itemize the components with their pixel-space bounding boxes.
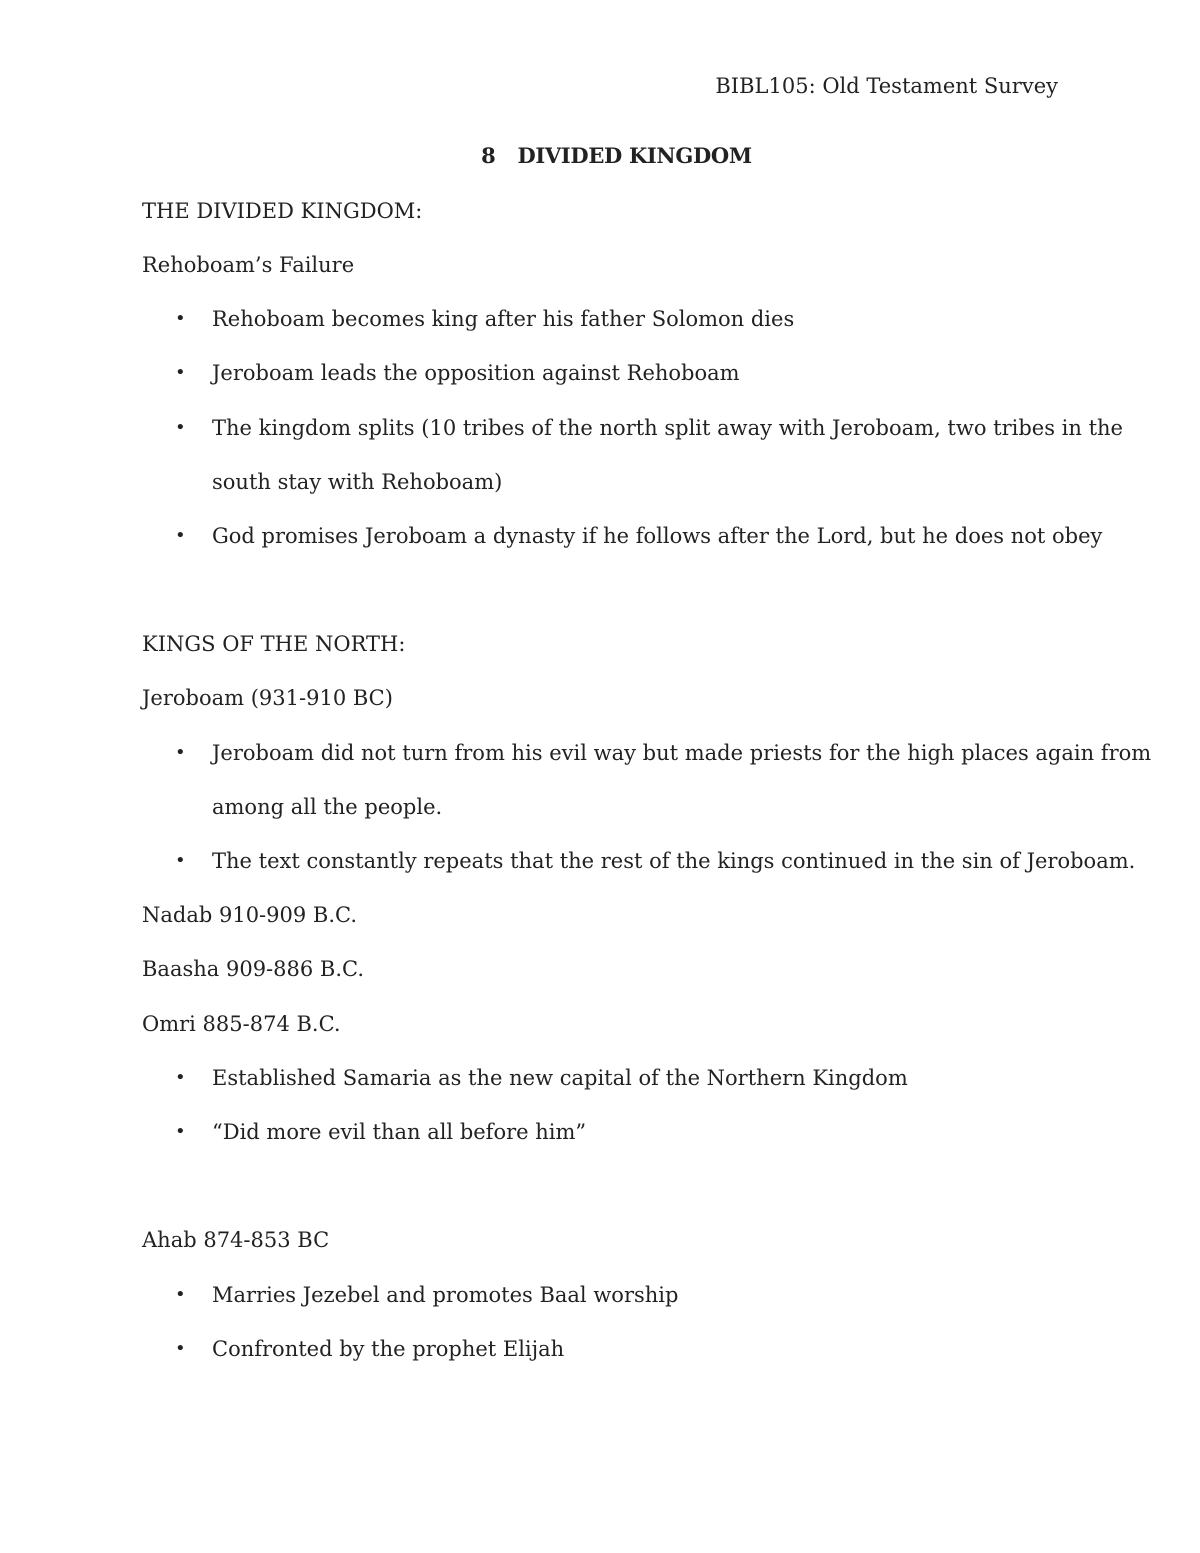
bullet-marker: • [175,1338,186,1359]
bullet-item: Marries Jezebel and promotes Baal worship [212,1283,679,1307]
bullet-item: Established Samaria as the new capital of the Northern Kingdom [212,1066,908,1090]
running-header: BIBL105: Old Testament Survey [715,74,1058,98]
bullet-marker: • [175,850,186,871]
bullet-marker: • [175,525,186,546]
king-baasha: Baasha 909-886 B.C. [142,957,365,981]
section-heading-kings-of-the-north: KINGS OF THE NORTH: [142,632,406,656]
bullet-marker: • [175,1284,186,1305]
section-heading-divided-kingdom: THE DIVIDED KINGDOM: [142,199,423,223]
bullet-item-continuation: south stay with Rehoboam) [212,470,503,494]
bullet-marker: • [175,417,186,438]
bullet-marker: • [175,742,186,763]
bullet-marker: • [175,1121,186,1142]
bullet-item: Jeroboam did not turn from his evil way but made priests for the high places again from [212,741,1152,765]
chapter-number: 8 [481,143,496,168]
bullet-marker: • [175,1067,186,1088]
king-nadab: Nadab 910-909 B.C. [142,903,358,927]
bullet-item: God promises Jeroboam a dynasty if he follows after the Lord, but he does not obey [212,524,1103,548]
bullet-item: The text constantly repeats that the rest of the kings continued in the sin of Jeroboam. [212,849,1136,873]
bullet-item: “Did more evil than all before him” [212,1120,587,1144]
king-jeroboam: Jeroboam (931-910 BC) [142,686,393,710]
king-omri: Omri 885-874 B.C. [142,1012,341,1036]
king-ahab: Ahab 874-853 BC [142,1228,330,1252]
bullet-item: Confronted by the prophet Elijah [212,1337,565,1361]
bullet-marker: • [175,362,186,383]
bullet-item-continuation: among all the people. [212,795,443,819]
bullet-item: Jeroboam leads the opposition against Rehoboam [212,361,740,385]
document-title [0,143,1200,169]
bullet-item: The kingdom splits (10 tribes of the north split away with Jeroboam, two tribes in the [212,416,1123,440]
bullet-item: Rehoboam becomes king after his father Solomon dies [212,307,795,331]
bullet-marker: • [175,308,186,329]
chapter-title: DIVIDED KINGDOM [517,143,752,168]
subheading-rehoboams-failure: Rehoboam’s Failure [142,253,355,277]
